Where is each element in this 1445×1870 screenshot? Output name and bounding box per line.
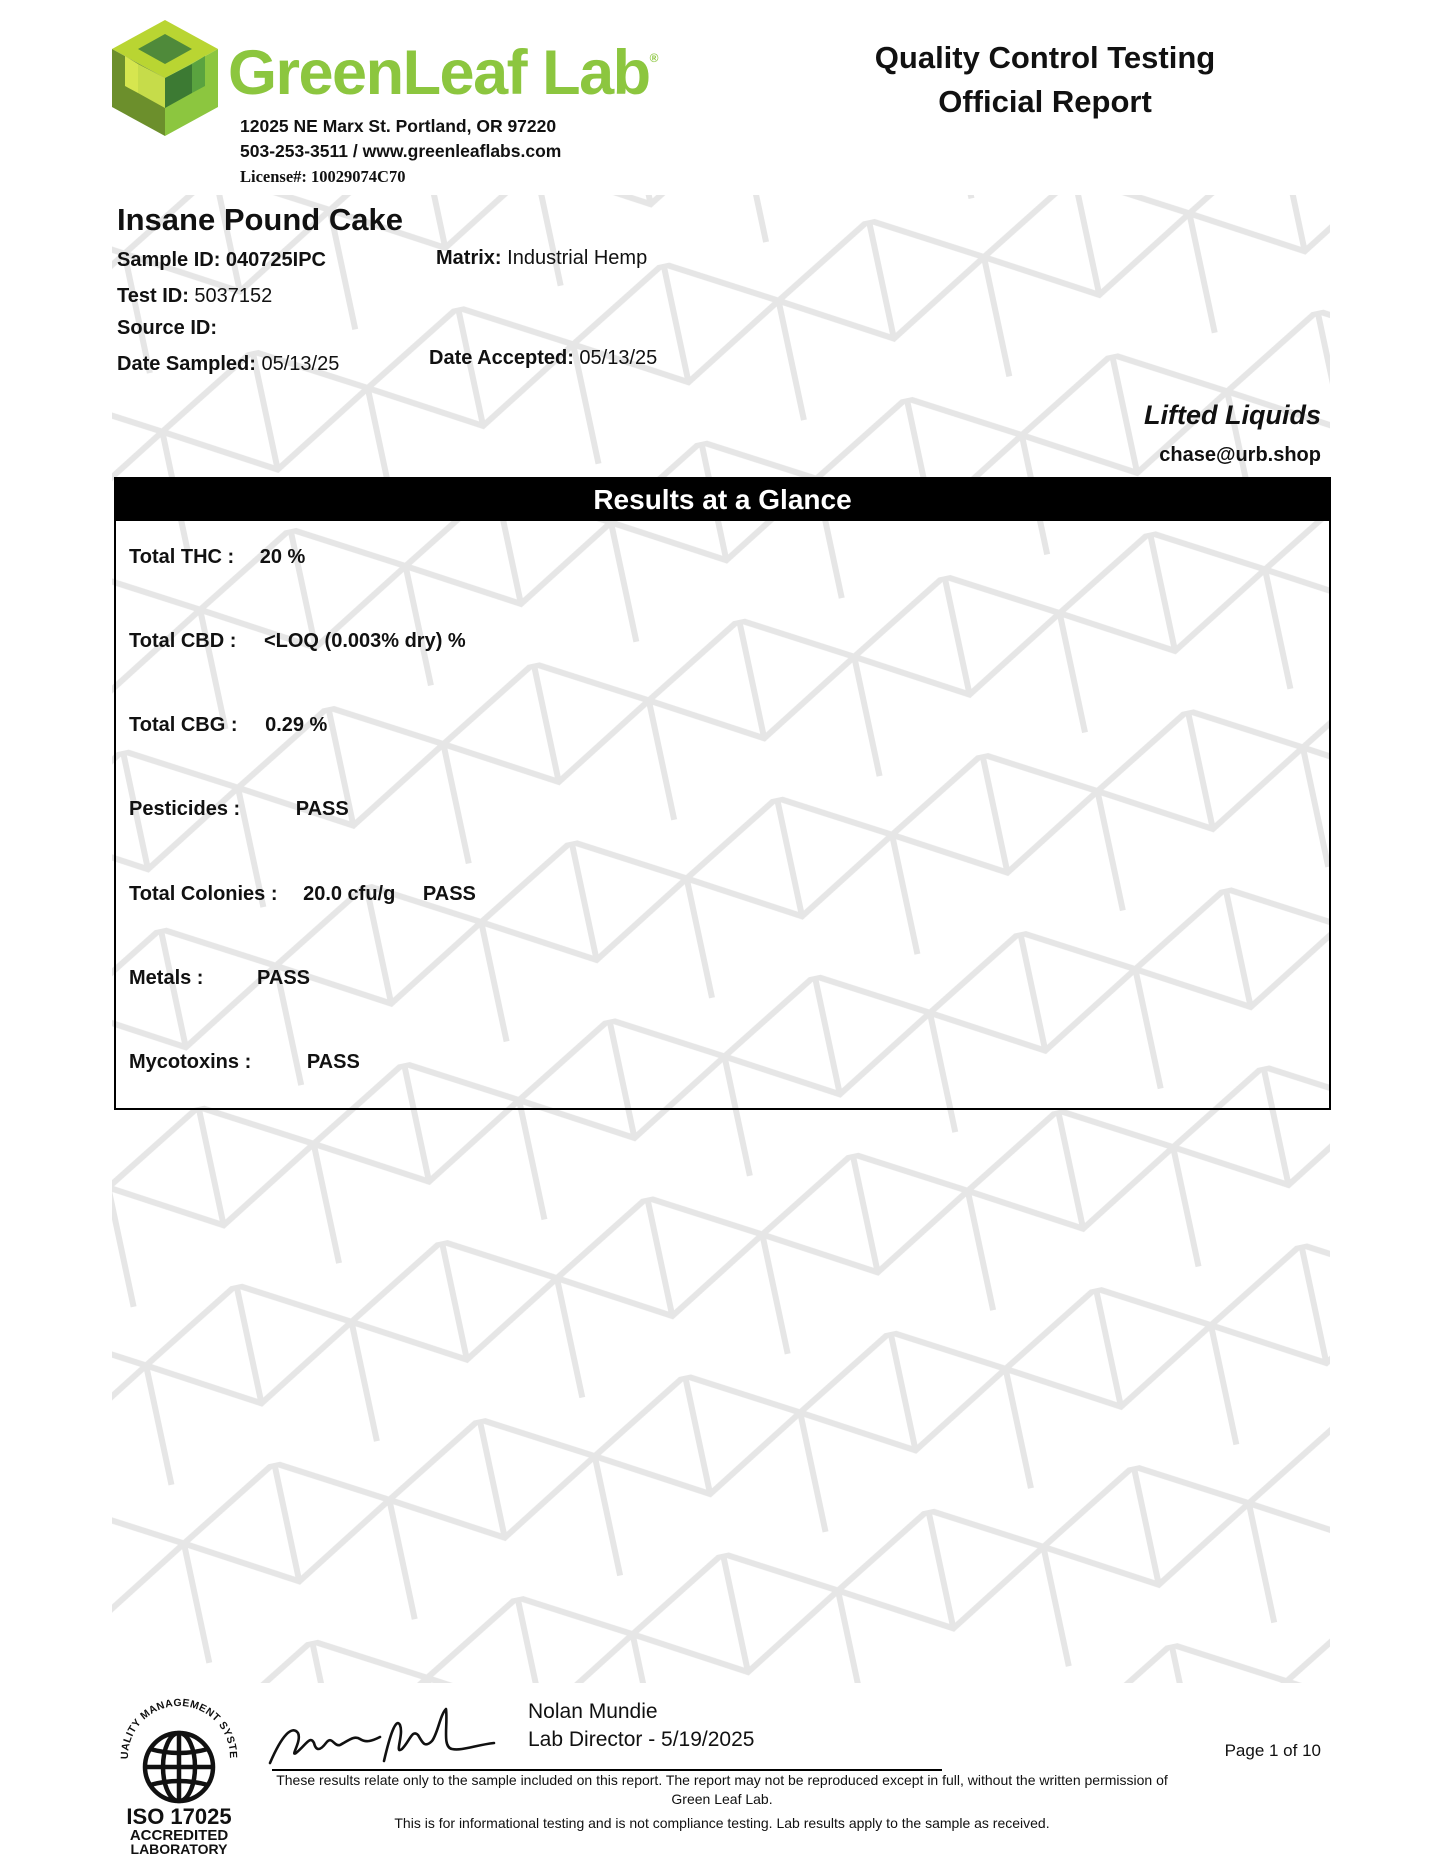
director-name: Nolan Mundie <box>528 1700 658 1723</box>
test-id-label: Test ID: <box>117 285 189 307</box>
lab-license: License#: 10029074C70 <box>240 167 406 186</box>
date-sampled-field <box>117 353 339 376</box>
registered-mark: ® <box>649 51 657 65</box>
matrix-value: Industrial Hemp <box>507 247 648 269</box>
date-accepted-field <box>429 347 657 370</box>
test-id-value: 5037152 <box>194 285 273 307</box>
result-row-total-cbg <box>129 714 327 737</box>
brand-name: GreenLeaf Lab® <box>228 38 657 108</box>
seal-laboratory-text: LABORATORY <box>130 1841 228 1857</box>
result-value: 20 % <box>259 546 306 568</box>
cube-logo-icon <box>112 20 218 136</box>
date-sampled-label: Date Sampled: <box>117 353 256 375</box>
sample-id-label: Sample ID: <box>117 249 221 271</box>
disclaimer-reproduction: These results relate only to the sample included on this report. The report may not be reproduced except in full, without the written permission of Green Leaf Lab. <box>276 1772 1168 1807</box>
source-id-label: Source ID: <box>117 317 218 339</box>
report-title <box>820 36 1270 124</box>
result-label: Total CBD : <box>129 630 237 652</box>
matrix-label: Matrix: <box>436 247 502 269</box>
result-row-metals <box>129 967 310 990</box>
result-value: PASS <box>257 967 311 989</box>
sample-id-value: 040725IPC <box>225 249 326 271</box>
report-title-line1: Quality Control Testing <box>874 40 1216 75</box>
result-label: Metals : <box>129 967 204 989</box>
result-row-mycotoxins <box>129 1051 360 1074</box>
seal-ring-text: UALITY MANAGEMENT SYSTE <box>118 1697 240 1760</box>
report-title-line2: Official Report <box>938 84 1152 119</box>
result-row-total-cbd <box>129 630 466 653</box>
result-label: Total CBG : <box>129 714 238 736</box>
result-label: Mycotoxins : <box>129 1051 252 1073</box>
result-value: <LOQ (0.003% dry) % <box>263 630 466 652</box>
lab-address: 12025 NE Marx St. Portland, OR 97220 <box>240 116 557 136</box>
result-label: Pesticides : <box>129 798 241 820</box>
test-id-field <box>117 285 272 308</box>
date-sampled-value: 05/13/25 <box>261 353 340 375</box>
director-signature <box>262 1695 502 1775</box>
result-row-pesticides <box>129 798 349 821</box>
disclaimer-informational: This is for informational testing and is not compliance testing. Lab results apply to the sample as received. <box>394 1815 1050 1831</box>
client-name: Lifted Liquids <box>1144 400 1321 430</box>
result-label: Total Colonies : <box>129 883 278 905</box>
result-value: PASS <box>306 1051 360 1073</box>
results-at-a-glance-panel <box>114 477 1331 1110</box>
client-email: chase@urb.shop <box>1159 444 1321 466</box>
source-id-field <box>117 317 217 340</box>
seal-accredited-text: ACCREDITED <box>129 1827 229 1844</box>
page-number: Page 1 of 10 <box>1224 1741 1321 1760</box>
iso-17025-seal <box>114 1697 244 1857</box>
date-accepted-label: Date Accepted: <box>429 347 574 369</box>
seal-iso-text: ISO 17025 <box>126 1804 232 1829</box>
product-name: Insane Pound Cake <box>117 202 403 237</box>
sample-id-field <box>117 249 326 272</box>
result-row-total-colonies <box>129 883 476 906</box>
lab-contact: 503-253-3511 / www.greenleaflabs.com <box>240 141 562 161</box>
matrix-field <box>436 247 647 270</box>
result-row-total-thc <box>129 546 305 569</box>
director-title: Lab Director - 5/19/2025 <box>528 1728 755 1751</box>
date-accepted-value: 05/13/25 <box>579 347 658 369</box>
result-status: PASS <box>422 883 476 905</box>
result-value: PASS <box>295 798 349 820</box>
svg-text:QUALITY MANAGEMENT SYSTEM <box>114 1697 239 1759</box>
results-panel-title: Results at a Glance <box>116 479 1329 521</box>
result-value: 20.0 cfu/g <box>303 883 396 905</box>
result-label: Total THC : <box>129 546 235 568</box>
result-value: 0.29 % <box>265 714 328 736</box>
